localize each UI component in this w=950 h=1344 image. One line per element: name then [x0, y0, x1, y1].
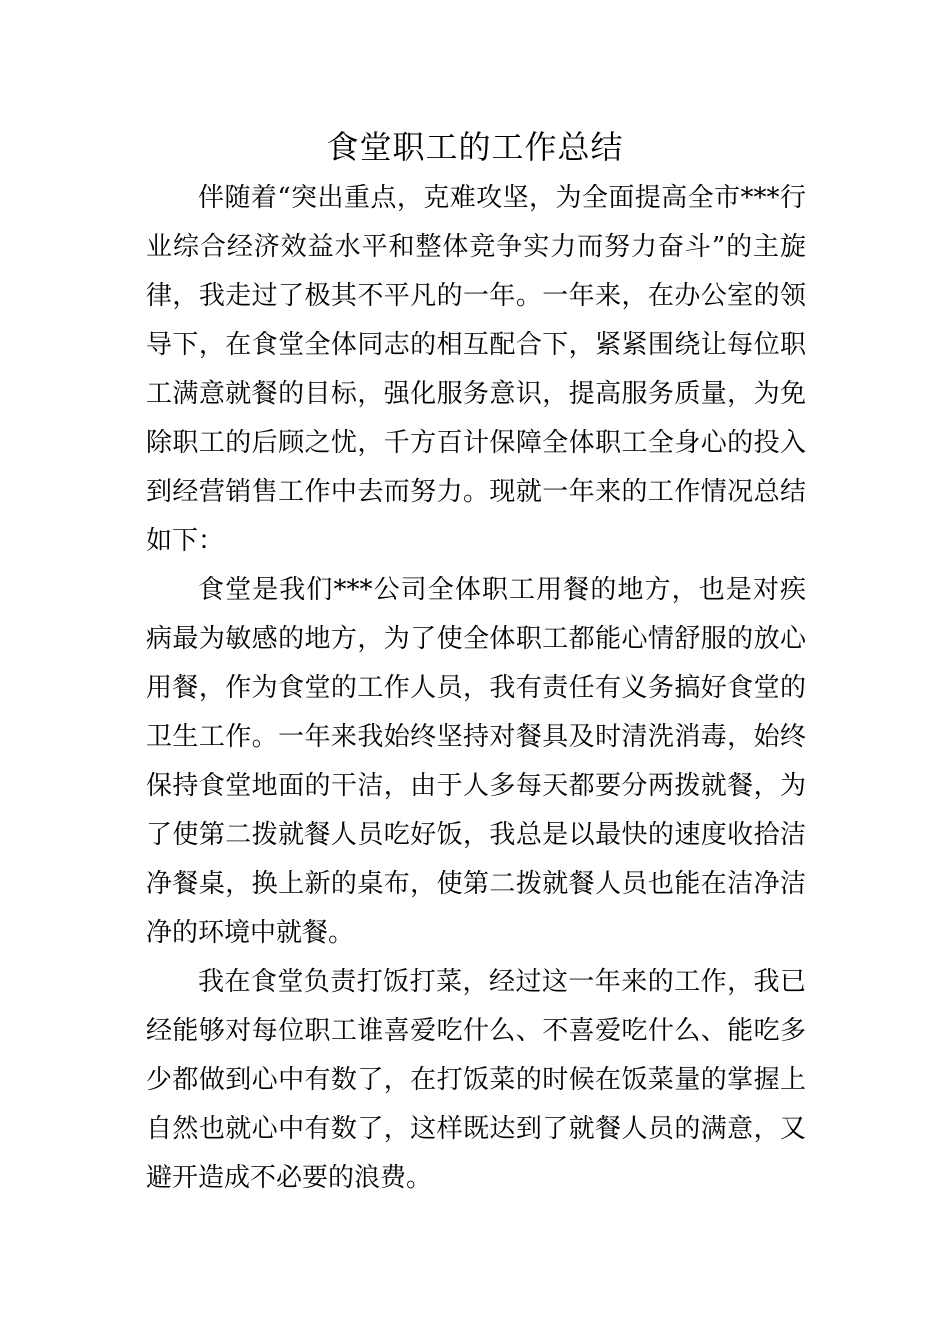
- paragraph-serving: 我在食堂负责打饭打菜，经过这一年来的工作，我已经能够对每位职工谁喜爱吃什么、不喜爱吃什么、能吃多少都做到心中有数了，在打饭菜的时候在饭菜量的掌握上自然也就心中有数了，这样既达到了就餐人员的满意，又避开造成不必要的浪费。: [146, 967, 806, 1193]
- paragraph-intro: 伴随着“突出重点，克难攻坚，为全面提高全市***行业综合经济效益水平和整体竞争实力而努力奋斗”的主旋律，我走过了极其不平凡的一年。一年来，在办公室的领导下，在食堂全体同志的相互配合下，紧紧围绕让每位职工满意就餐的目标，强化服务意识，提高服务质量，为免除职工的后顾之忧，千方百计保障全体职工全身心的投入到经营销售工作中去而努力。现就一年来的工作情况总结如下：: [146, 183, 806, 556]
- document-title: 食堂职工的工作总结: [326, 128, 624, 166]
- document-body: [146, 174, 806, 1203]
- paragraph-hygiene: 食堂是我们***公司全体职工用餐的地方，也是对疾病最为敏感的地方，为了使全体职工都能心情舒服的放心用餐，作为食堂的工作人员，我有责任有义务搞好食堂的卫生工作。一年来我始终坚持对餐具及时清洗消毒，始终保持食堂地面的干洁，由于人多每天都要分两拨就餐，为了使第二拨就餐人员吃好饭，我总是以最快的速度收拾洁净餐桌，换上新的桌布，使第二拨就餐人员也能在洁净洁净的环境中就餐。: [146, 575, 806, 948]
